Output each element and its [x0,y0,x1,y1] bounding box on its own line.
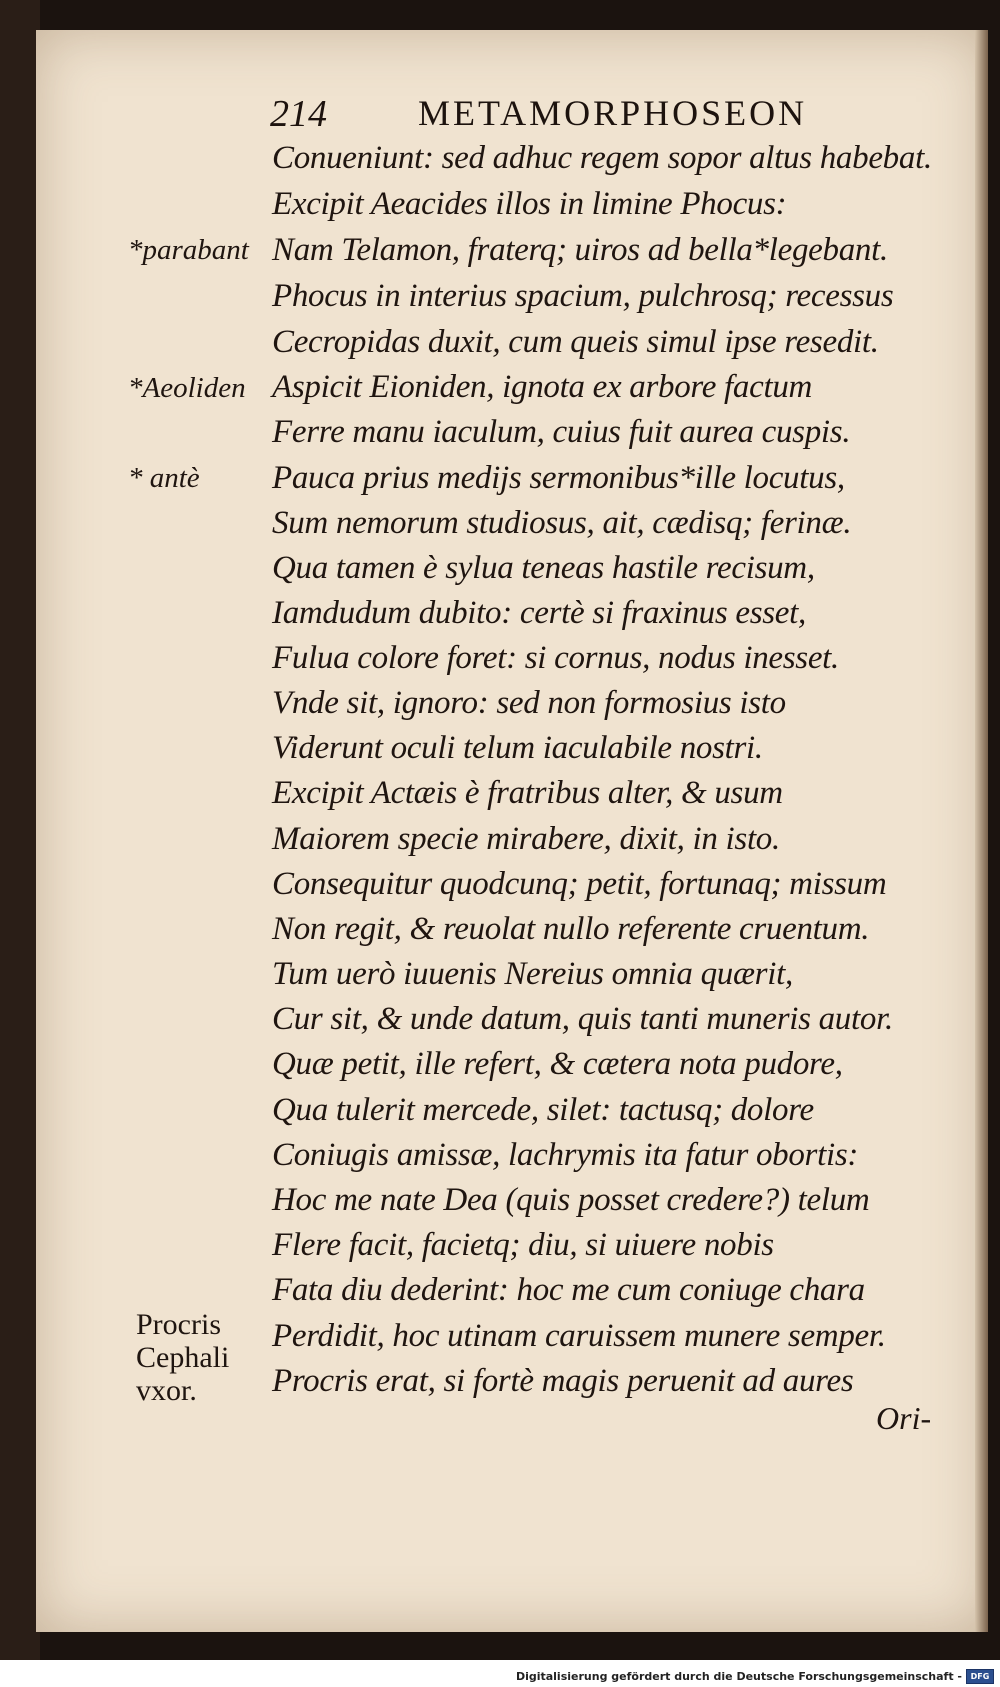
verse-line: Viderunt oculi telum iaculabile nostri. [272,730,763,766]
verse-line: Qua tamen è sylua teneas hastile recisum, [272,550,815,586]
margin-note-aeoliden: *Aeoliden [128,372,246,404]
side-label-procris [136,1308,229,1407]
margin-note-ante: * antè [128,462,200,494]
verse-line: Cur sit, & unde datum, quis tanti muneris autor. [272,1001,893,1037]
verse-line: Flere facit, facietq; diu, si uiuere nobis [272,1227,774,1263]
verse-line: Maiorem specie mirabere, dixit, in isto. [272,821,780,857]
side-label-line: vxor. [136,1374,197,1407]
page-fore-edge [975,30,988,1632]
digitization-footer [516,1668,994,1684]
verse-line: Cecropidas duxit, cum queis simul ipse resedit. [272,324,879,360]
verse-line: Tum uerò iuuenis Nereius omnia quærit, [272,956,793,992]
verse-line: Hoc me nate Dea (quis posset credere?) telum [272,1182,870,1218]
verse-line: Iamdudum dubito: certè si fraxinus esset, [272,595,806,631]
side-label-line: Cephali [136,1341,230,1374]
verse-line: Phocus in interius spacium, pulchrosq; recessus [272,278,894,314]
verse-line: Perdidit, hoc utinam caruissem munere semper. [272,1318,886,1354]
margin-note-parabant: *parabant [128,234,249,266]
verse-line: Aspicit Eioniden, ignota ex arbore factum [272,369,813,405]
verse-line: Ferre manu iaculum, cuius fuit aurea cuspis. [272,414,851,450]
verse-line: Coniugis amissæ, lachrymis ita fatur obortis: [272,1137,859,1173]
verse-line: Fulua colore foret: si cornus, nodus inesset. [272,640,839,676]
verse-line: Pauca prius medijs sermonibus*ille locutus, [272,460,845,496]
verse-line: Conueniunt: sed adhuc regem sopor altus habebat. [272,140,932,176]
side-label-line: Procris [136,1308,221,1341]
verse-line: Quæ petit, ille refert, & cætera nota pudore, [272,1046,843,1082]
footer-credit: Digitalisierung gefördert durch die Deutsche Forschungsgemeinschaft - [515,1669,962,1683]
verse-line: Excipit Actæis è fratribus alter, & usum [272,775,783,811]
running-title: METAMORPHOSEON [418,93,808,133]
verse-line: Nam Telamon, fraterq; uiros ad bella*legebant. [272,232,888,268]
verse-line: Procris erat, si fortè magis peruenit ad aures [272,1363,854,1399]
dfg-logo-text: DFG [970,1671,990,1681]
page-number: 214 [270,93,327,135]
dfg-logo-icon [966,1669,994,1684]
verse-line: Qua tulerit mercede, silet: tactusq; dolore [272,1092,814,1128]
verse-line: Vnde sit, ignoro: sed non formosius isto [272,685,786,721]
page-header [270,92,840,140]
verse-line: Consequitur quodcunq; petit, fortunaq; missum [272,866,887,902]
verse-line: Non regit, & reuolat nullo referente cruentum. [272,911,870,947]
verse-line: Excipit Aeacides illos in limine Phocus: [272,186,787,222]
catchword: Ori- [876,1400,932,1436]
verse-line: Sum nemorum studiosus, ait, cædisq; ferinæ. [272,505,852,541]
book-edge-left [0,0,40,1660]
verse-line: Fata diu dederint: hoc me cum coniuge chara [272,1272,865,1308]
